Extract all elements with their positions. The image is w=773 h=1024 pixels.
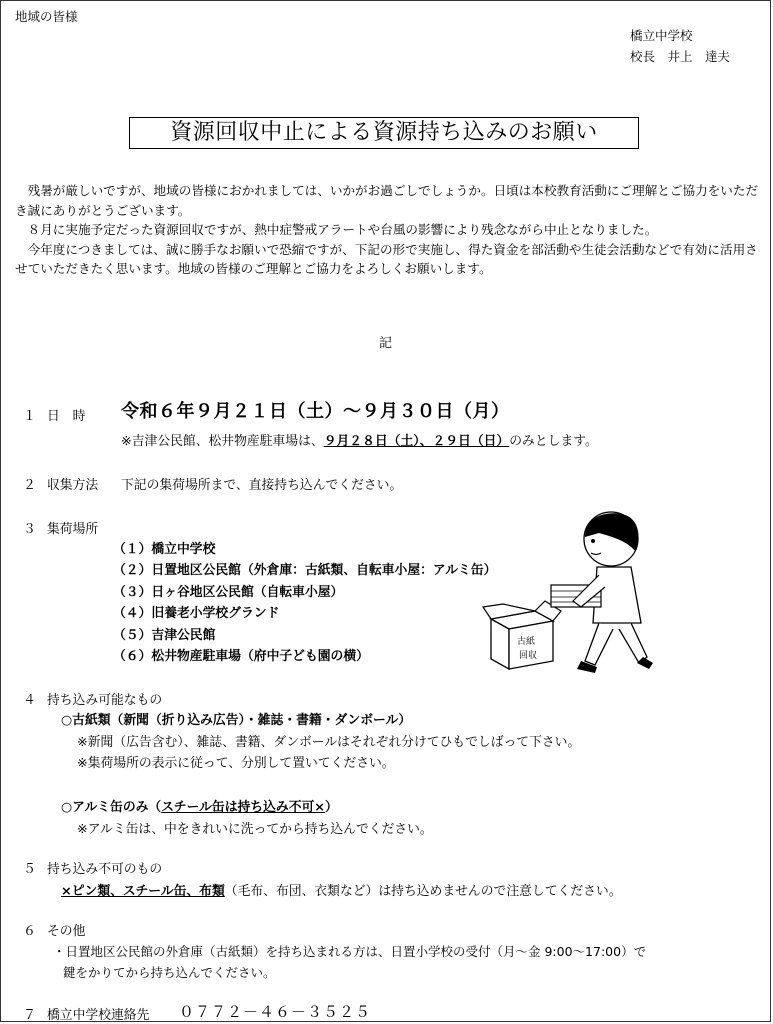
section-6-label: その他 bbox=[47, 924, 86, 939]
section-1-number: １ bbox=[23, 409, 37, 424]
boy-figure bbox=[551, 512, 653, 673]
document-title: 資源回収中止による資源持ち込みのお願い bbox=[129, 117, 639, 149]
section-3-number: ３ bbox=[23, 522, 37, 537]
intro-paragraph-1: 残暑が厳しいですが、地域の皆様におかれましては、いかがお過ごしでしょうか。日頃は本校教育活動にご理解とご協力をいただき誠にありがとうございます。 bbox=[15, 183, 759, 218]
section-3-label: 集荷場所 bbox=[47, 522, 99, 537]
prohibited-items-line bbox=[61, 880, 621, 899]
section-7-label: 橋立中学校連絡先 bbox=[47, 1008, 150, 1023]
paper-note-1: ※新聞（広告含む）、雑誌、書籍、ダンボールはそれぞれ分けてひもでしばって下さい。 bbox=[77, 735, 581, 750]
ki-heading: 記 bbox=[379, 336, 393, 351]
section-5-label: 持ち込み不可のもの bbox=[47, 862, 163, 877]
section-2-text: 下記の集荷場所まで、直接持ち込んでください。 bbox=[121, 478, 403, 493]
principal-name: 校長 井上 達夫 bbox=[630, 49, 731, 64]
other-note-line-2: 鍵をかりてから持ち込んでください。 bbox=[63, 965, 276, 980]
section-1-note-pre: ※吉津公民館、松井物産駐車場は、 bbox=[121, 434, 324, 449]
section-7-number: ７ bbox=[23, 1008, 37, 1023]
section-1-note-post: のみとします。 bbox=[509, 434, 598, 449]
prohibited-items-detail: （毛布、布団、衣類など）は持ち込めませんので注意してください。 bbox=[224, 884, 622, 899]
section-2-label: 収集方法 bbox=[47, 478, 99, 493]
intro-paragraph-2: ８月に実施予定だった資源回収ですが、熱中症警戒アラートや台風の影響により残念ながら中止となりました。 bbox=[15, 222, 658, 237]
place-item-3: （３）日ヶ谷地区公民館（自転車小屋） bbox=[113, 585, 344, 600]
intro-text bbox=[15, 181, 760, 279]
section-6-number: ６ bbox=[23, 924, 37, 939]
other-note-line-1: ・日置地区公民館の外倉庫（古紙類）を持ち込まれる方は、日置小学校の受付（月～金 9:00～17:00）で bbox=[53, 944, 647, 959]
place-item-2: （２）日置地区公民館（外倉庫：古紙類、自転車小屋：アルミ缶） bbox=[113, 563, 497, 578]
section-2-number: ２ bbox=[23, 478, 37, 493]
aluminum-heading-warning: スチール缶は持ち込み不可× bbox=[161, 800, 326, 815]
box-label-2: 回収 bbox=[519, 651, 538, 661]
place-item-4: （４）旧養老小学校グランド bbox=[113, 606, 280, 621]
prohibited-items: ×ピン類、スチール缶、布類 bbox=[61, 884, 225, 899]
intro-paragraph-3: 今年度につきましては、誠に勝手なお願いで恐縮ですが、下記の形で実施し、得た資金を部活動や生徒会活動などで有効に活用させていただきたく思います。地域の皆様のご理解とご協力をよろしくお願いします。 bbox=[15, 241, 758, 276]
recipient-line: 地域の皆様 bbox=[15, 9, 78, 24]
section-1-note bbox=[121, 430, 598, 449]
place-item-5: （５）吉津公民館 bbox=[113, 628, 216, 643]
school-phone-number: ０７７２－４６－３５２５ bbox=[179, 1003, 372, 1021]
boy-carrying-paper-illustration bbox=[481, 511, 661, 676]
section-4-number: ４ bbox=[23, 693, 37, 708]
paper-note-2: ※集荷場所の表示に従って、分別して置いてください。 bbox=[77, 756, 395, 771]
place-item-1: （１）橋立中学校 bbox=[113, 542, 216, 557]
section-1-date: 令和６年９月２１日（土）～９月３０日（月） bbox=[121, 401, 510, 422]
recycle-box-icon bbox=[483, 601, 561, 669]
aluminum-heading bbox=[61, 796, 338, 815]
box-label-1: 古紙 bbox=[517, 637, 536, 647]
section-4-label: 持ち込み可能なもの bbox=[47, 693, 163, 708]
place-item-6: （６）松井物産駐車場（府中子ども園の横） bbox=[113, 649, 369, 664]
paper-heading: ○古紙類（新聞（折り込み広告）・雑誌・書籍・ダンボール） bbox=[61, 713, 412, 728]
aluminum-heading-pre: ○アルミ缶のみ（ bbox=[61, 800, 162, 815]
section-1-note-dates: ９月２８日（土）、２９日（日） bbox=[323, 434, 510, 449]
aluminum-heading-post: ） bbox=[325, 800, 338, 815]
aluminum-note: ※アルミ缶は、中をきれいに洗ってから持ち込んでください。 bbox=[77, 822, 433, 837]
section-1-label: 日 時 bbox=[47, 409, 86, 424]
section-5-number: ５ bbox=[23, 862, 37, 877]
school-name: 橋立中学校 bbox=[630, 28, 693, 43]
